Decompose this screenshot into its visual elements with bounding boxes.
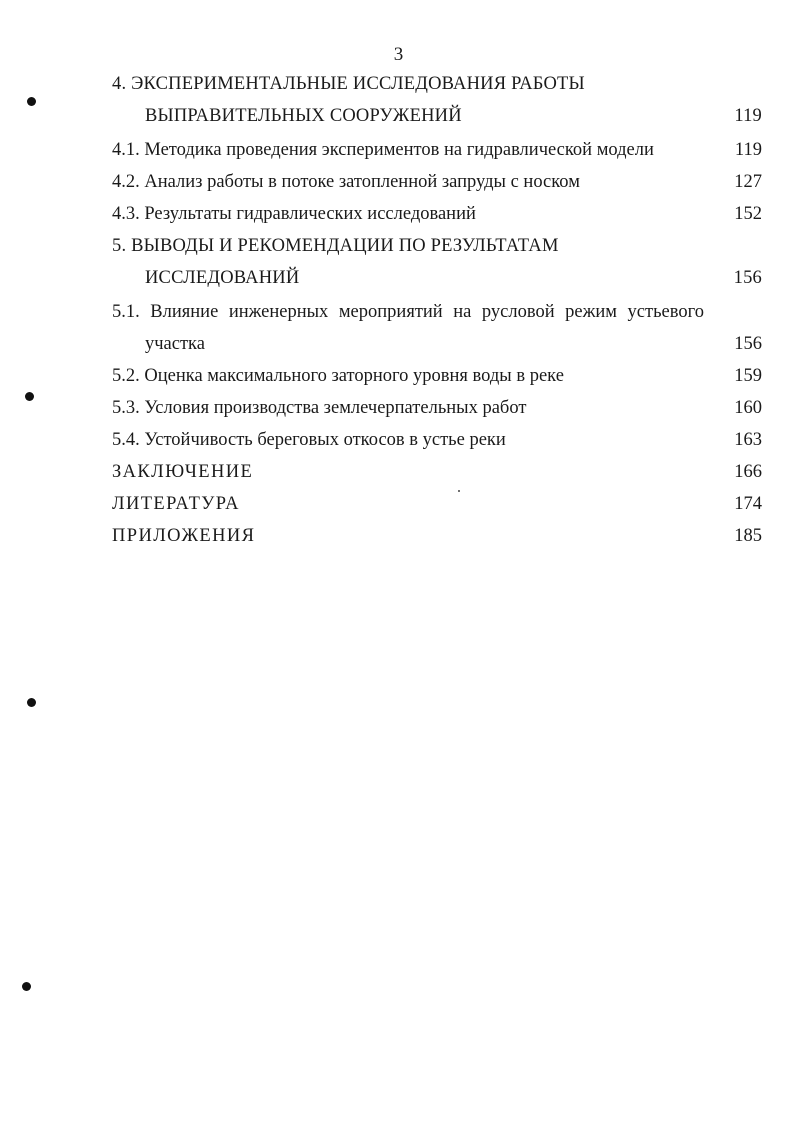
- toc-entry-text: 4. ЭКСПЕРИМЕНТАЛЬНЫЕ ИССЛЕДОВАНИЯ РАБОТЫ: [112, 74, 585, 94]
- toc-page-number: 156: [734, 334, 762, 354]
- punch-hole-mark: [22, 982, 31, 991]
- toc-page-number: 160: [734, 398, 762, 418]
- toc-page-number: 127: [734, 172, 762, 192]
- toc-entry-text-justified: [112, 296, 704, 328]
- toc-word: русловой: [481, 302, 555, 322]
- toc-entry-text: 4.3. Результаты гидравлических исследований: [112, 204, 476, 224]
- toc-page-number: 152: [734, 204, 762, 224]
- toc-page-number: 174: [734, 494, 762, 514]
- toc-page-number: 163: [734, 430, 762, 450]
- toc-section-5-1-continued: [0, 328, 797, 360]
- toc-chapter-5: [0, 230, 797, 262]
- punch-hole-mark: [27, 698, 36, 707]
- toc-entry-text: ВЫПРАВИТЕЛЬНЫХ СООРУЖЕНИЙ: [145, 106, 462, 126]
- toc-page-number: 119: [734, 140, 762, 160]
- toc-entry-text: ПРИЛОЖЕНИЯ: [112, 526, 256, 546]
- toc-chapter-5-continued: [0, 262, 797, 294]
- toc-chapter-4: [0, 68, 797, 100]
- toc-word: 5.1.: [112, 302, 140, 322]
- toc-page-number: 185: [734, 526, 762, 546]
- toc-literature: [0, 488, 797, 520]
- toc-page-number: 156: [733, 268, 762, 288]
- toc-section-5-2: [0, 360, 797, 392]
- toc-entry-text: ЗАКЛЮЧЕНИЕ: [112, 462, 254, 482]
- toc-section-4-3: [0, 198, 797, 230]
- toc-section-4-1: [0, 134, 797, 166]
- toc-appendices: [0, 520, 797, 552]
- toc-conclusion: [0, 456, 797, 488]
- toc-entry-text: 5.3. Условия производства землечерпательных работ: [112, 398, 527, 418]
- toc-word: инженерных: [228, 302, 329, 322]
- toc-entry-text: 5. ВЫВОДЫ И РЕКОМЕНДАЦИИ ПО РЕЗУЛЬТАТАМ: [112, 236, 559, 256]
- toc-entry-text: ЛИТЕРАТУРА: [112, 494, 240, 514]
- toc-word: устьевого: [627, 302, 704, 322]
- toc-entry-text: 5.4. Устойчивость береговых откосов в устье реки: [112, 430, 506, 450]
- toc-section-5-1: [0, 296, 797, 328]
- toc-page-number: 119: [734, 106, 762, 126]
- toc-section-5-3: [0, 392, 797, 424]
- toc-word: режим: [565, 302, 618, 322]
- toc-entry-text: 5.2. Оценка максимального заторного уровня воды в реке: [112, 366, 564, 386]
- toc-entry-text: 4.2. Анализ работы в потоке затопленной запруды с носком: [112, 172, 580, 192]
- toc-entry-text: ИССЛЕДОВАНИЙ: [145, 268, 300, 288]
- toc-page-number: 166: [734, 462, 762, 482]
- toc-page-number: 159: [734, 366, 762, 386]
- toc-chapter-4-continued: [0, 100, 797, 132]
- toc-word: на: [453, 302, 472, 322]
- toc-word: мероприятий: [338, 302, 443, 322]
- toc-section-4-2: [0, 166, 797, 198]
- toc-entry-text: 4.1. Методика проведения экспериментов на гидравлической модели: [112, 140, 654, 160]
- toc-word: Влияние: [150, 302, 219, 322]
- toc-entry-text: участка: [145, 334, 205, 354]
- toc-section-5-4: [0, 424, 797, 456]
- page-number: 3: [393, 44, 404, 65]
